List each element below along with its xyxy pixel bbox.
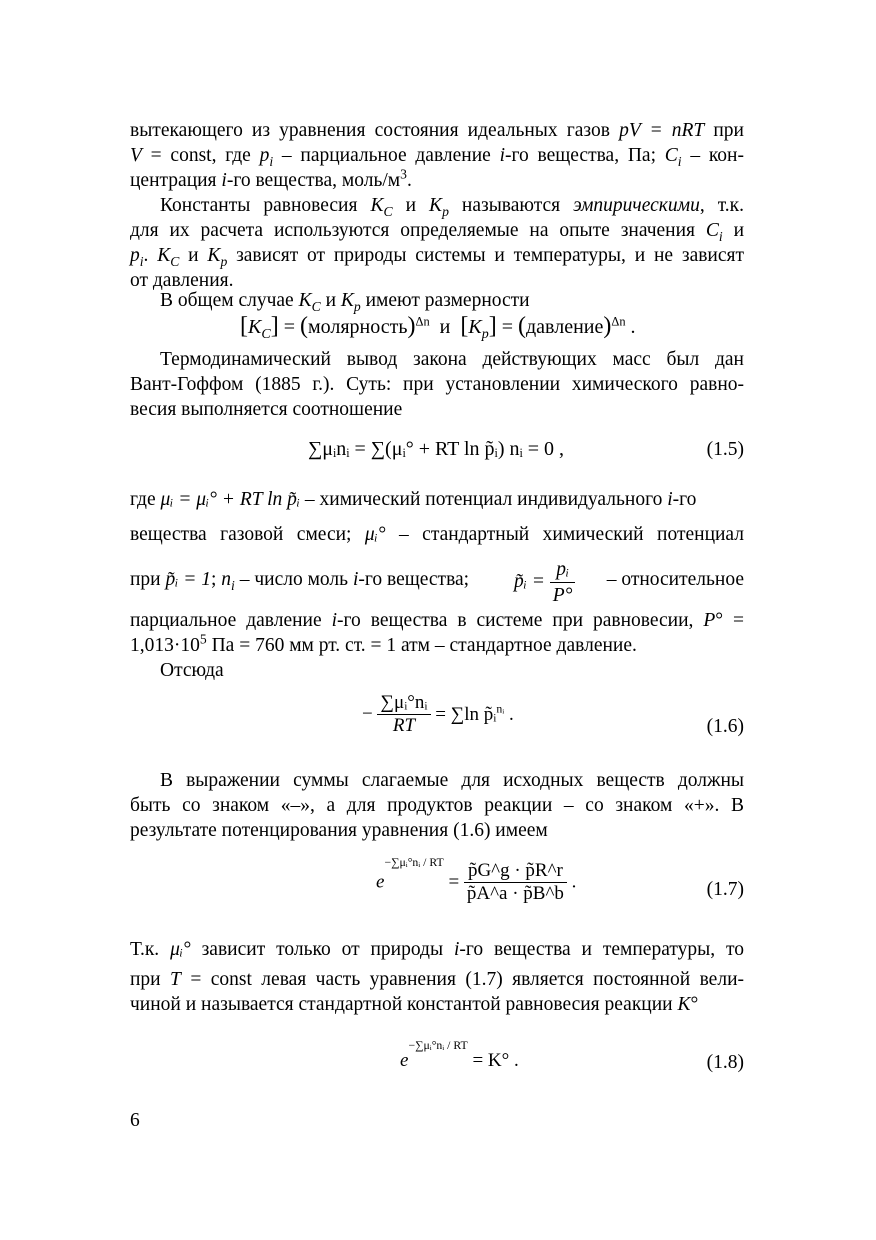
paragraph-gas-law: вытекающего из уравнения состояния идеальных газов pV = nRT при V = const, где $p_i$ – парциальное давление i-го вещества, Па; $C_i - кон-$ центрация i-го вещества, моль/$м^3$. [130, 120, 744, 191]
paragraph-standard-constant-line1: Т.к. μᵢ° зависит только от природы i-го вещества и температуры, то [130, 939, 744, 960]
page-number: 6 [130, 1110, 140, 1131]
equation-1-8: $e^{-\sum\mu ᵢ^\circ nᵢ / RT} = K^\circ$ . [400, 1038, 519, 1071]
equation-number-1-6: (1.6) [706, 716, 744, 737]
relative-pressure-fraction: $\frac{\text{pᵢ}}{P^\circ}$ [550, 557, 576, 608]
paragraph-standard-pressure: парциальное давление i-го вещества в системе при равновесии, P° = $1,013\cdot 10^5$ Па = 760 мм рт. ст. = 1 атм – стандартное давление. [130, 610, 745, 656]
equation-1-5: ∑μᵢnᵢ = ∑(μᵢ° + RT ln p̃ᵢ) nᵢ = 0 , [308, 438, 565, 460]
paragraph-dimensions: В общем случае $K_C$ и $K_p$ имеют размерности [160, 290, 530, 314]
equation-number-1-8: (1.8) [706, 1052, 744, 1073]
paragraph-sum-signs: В выражении суммы слагаемые для исходных веществ должны быть со знаком «–», а для продуктов реакции – со знаком «+». В результате потенцирования уравнения (1.6) имеем [130, 770, 744, 841]
dimension-formula: $[K_C]$ = (молярность)$^{\Delta n}$ и $[K_p]$ = (давление)$^{\Delta n}$ . [240, 313, 636, 342]
paragraph-potential-line1: где μᵢ = μᵢ° + RT ln p̃ᵢ – химический потенциал индивидуального i-го [130, 489, 697, 510]
paragraph-potential-line3: при p̃ᵢ = 1; $n_i$ – число моль i-го вещества; p̃ᵢ = $\frac{\text{pᵢ}}{P^\circ}$ – относительное [130, 559, 744, 606]
paragraph-standard-constant: при T = const левая часть уравнения (1.7) является постоянной вели- чиной и называется стандартной константой равновесия реакции K° [130, 969, 745, 1015]
equation-number-1-5: (1.5) [706, 439, 744, 460]
equation-1-6: − $\frac{\text{∑μᵢ°nᵢ}}{RT}$ = ∑ln p̃ᵢ$^{nᵢ}$ . [362, 692, 514, 736]
paragraph-potential-line2: вещества газовой смеси; μᵢ° – стандартный химический потенциал [130, 524, 744, 545]
equation-number-1-7: (1.7) [706, 879, 744, 900]
equation-1-7: $e^{-\sum\mu ᵢ^\circ nᵢ / RT}$ = $\frac{p̃G\^{}g \cdot p̃R\^{}r}{p̃A\^{}a \cdot p̃B\^{}b}$ . [376, 855, 577, 904]
paragraph-empirical-constants: Константы равновесия $K_C$ и $K_p$ называются эмпирическими, т.к. для их расчета используются определяемые на опыте значения $C_i$ и $p_i$. $K_C$ и $K_p$ зависят от природы системы и температуры, и не зависят от давления. [130, 195, 745, 291]
paragraph-hence: Отсюда [160, 660, 224, 681]
paragraph-vant-hoff: Термодинамический вывод закона действующих масс был дан Вант-Гоффом (1885 г.). Суть: при установлении химического равно- весия выполняется соотношение [130, 349, 744, 420]
